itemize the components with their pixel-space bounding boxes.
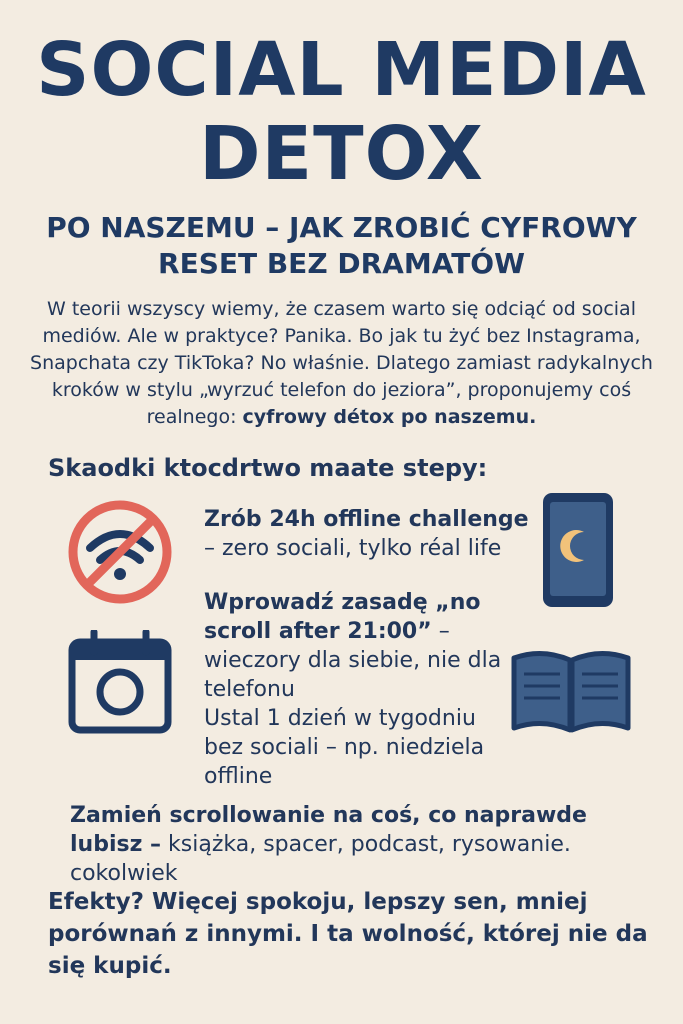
subtitle-line2: RESET BEZ DRAMATÓW [158, 247, 525, 280]
open-book-icon [508, 644, 634, 738]
steps-heading: Skaodki ktocdrtwo maate stepy: [48, 454, 488, 482]
step-4-bold: Zamień scrollowanie na coś, co naprawde lubisz – [70, 803, 587, 857]
calendar-icon [66, 630, 174, 736]
step-day-off [204, 704, 504, 791]
step-1-rest: – zero sociali, tylko réal life [204, 536, 502, 561]
step-no-scroll [204, 588, 514, 704]
step-4-rest: książka, spacer, podcast, rysowanie. cokolwiek [70, 832, 571, 886]
poster-title-line1: SOCIAL MEDIA [36, 27, 647, 113]
subtitle-line1: PO NASZEMU – JAK ZROBIĆ CYFROWY [46, 211, 637, 244]
step-3-rest: bez sociali – np. niedziela offline [204, 735, 485, 789]
intro-text: W teorii wszyscy wiemy, że czasem warto się odciąć od social mediów. Ale w praktyce? Panika. Bo jak tu żyć bez Instagrama, Snapchata czy TikToka? No właśnie. Dlatego zamiast radykalnych kroków w stylu „wyrzuć telefon do jeziora”, proponujemy coś realnego: [30, 298, 653, 428]
effects-paragraph: Efekty? Więcej spokoju, lepszy sen, mniej porównań z innymi. I ta wolność, której nie da się kupić. [48, 889, 648, 979]
phone-moon-icon [540, 490, 616, 610]
poster-title-line2: DETOX [199, 111, 484, 197]
step-3-bold: Ustal 1 dzień w tygodniu [204, 706, 476, 731]
intro-bold-text: cyfrowy détox po naszemu. [242, 406, 537, 428]
step-2-bold: Wprowadź zasadę „no scroll after 21:00” [204, 590, 481, 644]
step-1-bold: Zrób 24h offline challenge [204, 507, 529, 532]
intro-paragraph [30, 296, 653, 431]
step-offline-challenge [204, 505, 534, 563]
step-replace-scrolling [70, 801, 630, 888]
no-wifi-icon [66, 498, 174, 606]
step-2-rest: – wieczory dla siebie, nie dla telefonu [204, 619, 502, 702]
